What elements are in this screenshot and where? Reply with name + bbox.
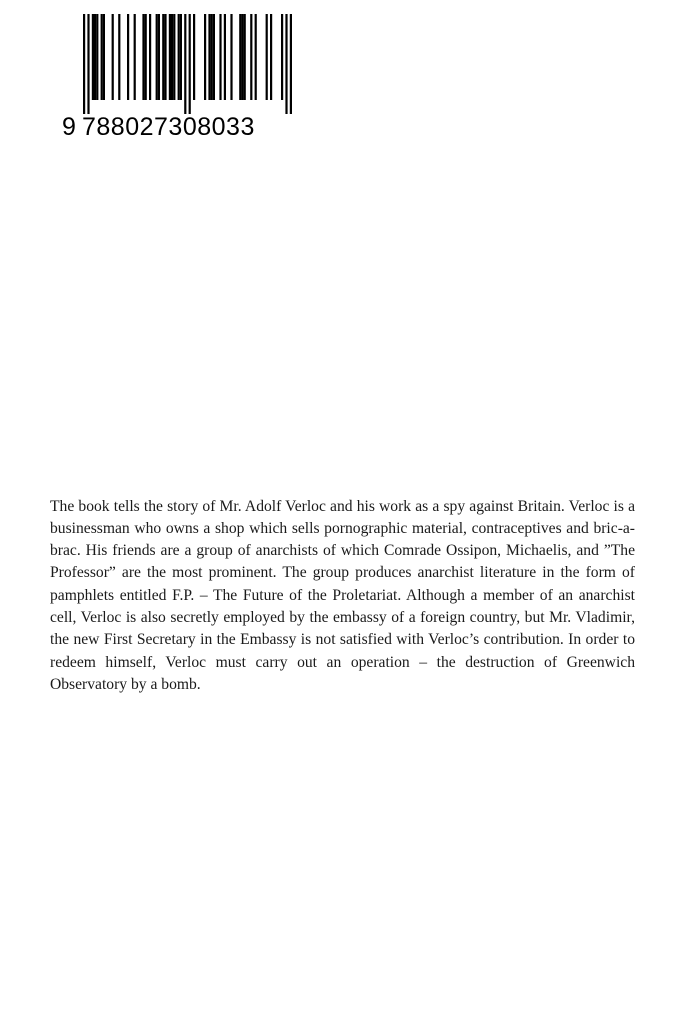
barcode-bar (92, 14, 94, 100)
barcode-bar (118, 14, 120, 100)
barcode-bar (189, 14, 191, 114)
barcode-bar (250, 14, 252, 100)
barcode-bar (180, 14, 182, 100)
barcode-bar (101, 14, 103, 100)
barcode-bar (285, 14, 287, 114)
barcode-bar (142, 14, 144, 100)
barcode-bar (156, 14, 158, 100)
barcode-bar (204, 14, 206, 100)
barcode-bar (230, 14, 232, 100)
barcode-bar (164, 14, 166, 100)
barcode-bar (255, 14, 257, 100)
barcode-bar (145, 14, 147, 100)
barcode-bar (270, 14, 272, 100)
barcode-bar (239, 14, 241, 100)
barcode-bar (266, 14, 268, 100)
barcode-bar (127, 14, 129, 100)
barcode-bar (213, 14, 215, 100)
barcode-bar (224, 14, 226, 100)
barcode-bar (162, 14, 164, 100)
barcode-bar (169, 14, 171, 100)
barcode-bar (149, 14, 151, 100)
barcode-bar (184, 14, 186, 114)
barcode-bar (87, 14, 89, 114)
barcode (62, 14, 294, 141)
barcode-bar (208, 14, 210, 100)
isbn-digits: 788027308033 (82, 113, 255, 141)
barcode-bar (244, 14, 246, 100)
barcode-bar (211, 14, 213, 100)
isbn-leading-digit: 9 (62, 113, 77, 141)
barcode-bar (158, 14, 160, 100)
barcode-bar (219, 14, 221, 100)
barcode-bar (193, 14, 195, 100)
barcode-bar (94, 14, 96, 100)
barcode-bar (173, 14, 175, 100)
book-description: The book tells the story of Mr. Adolf Verloc and his work as a spy against Britain. Verloc is a businessman who owns a shop which sells pornographic material, contraceptives and bric-a-brac. His friends are a group of anarchists of which Comrade Ossipon, Michaelis, and ”The Professor” are the most prominent. The group produces anarchist literature in the form of pamphlets entitled F.P. – The Future of the Proletariat. Although a member of an anarchist cell, Verloc is also secretly employed by the embassy of a foreign country, but Mr. Vladimir, the new First Secretary in the Embassy is not satisfied with Verloc’s contribution. In order to redeem himself, Verloc must carry out an operation – the destruction of Greenwich Observatory by a bomb. (50, 497, 635, 693)
barcode-bar (112, 14, 114, 100)
barcode-bar (178, 14, 180, 100)
barcode-bar (171, 14, 173, 100)
barcode-bar (103, 14, 105, 100)
barcode-bar (96, 14, 98, 100)
barcode-bar (290, 14, 292, 114)
barcode-bar (134, 14, 136, 100)
barcode-bar (241, 14, 243, 100)
isbn-number (62, 114, 294, 140)
barcode-bar (83, 14, 85, 114)
barcode-bar (281, 14, 283, 100)
